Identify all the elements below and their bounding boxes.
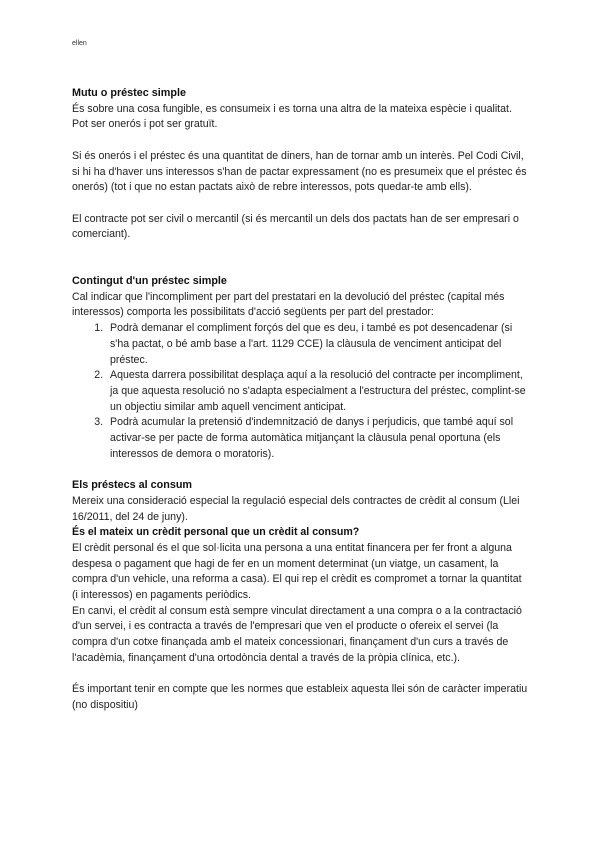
- paragraph: És sobre una cosa fungible, es consumeix i es torna una altra de la mateixa espècie i qualitat. Pot ser onerós i pot ser gratuït.: [72, 102, 512, 131]
- paragraph: En canvi, el crèdit al consum està sempre vinculat directament a una compra o a la contractació d'un servei, i es contracta a través de l'empresari que ven el producte o ofereix el servei (la compra d'un cotxe finançada amb el mateix concessionari, finançament d'un curs a través de l'acadèmia, finançament d'una ortodòncia dental a través de la pròpia clínica, etc.).: [72, 604, 522, 664]
- paragraph: Mereix una consideració especial la regulació especial dels contractes de crèdit al consum (Llei 16/2011, del 24 de juny).: [72, 494, 520, 523]
- document-body: [72, 86, 530, 714]
- section-title-contingut: Contingut d'un préstec simple: [72, 275, 227, 287]
- list-item: 3. Podrà acumular la pretensió d'indemnització de danys i perjudicis, que també aquí sol activar-se per pacte de forma automàtica mitjançant la clàusula penal oportuna (els interessos de demora o moratoris).: [106, 415, 530, 462]
- paragraph: El crèdit personal és el que sol·licita una persona a una entitat financera per fer front a alguna despesa o pagament que hagi de fer en un moment determinat (un viatge, un casament, la compra d'un vehicle, una reforma a casa). El qui rep el crèdit es compromet a tornar la quantitat (i interessos) en pagaments periòdics.: [72, 541, 522, 602]
- paragraph: El contracte pot ser civil o mercantil (si és mercantil un dels dos pactats han de ser empresari o comerciant).: [72, 212, 519, 241]
- section-title-mutu: Mutu o préstec simple: [72, 87, 186, 99]
- paragraph: És important tenir en compte que les normes que estableix aquesta llei són de caràcter imperatiu (no dispositiu): [72, 683, 528, 711]
- list-item: 2. Aquesta darrera possibilitat desplaça aquí a la resolució del contracte per incompliment, ja que aquesta resolució no s'adapta especialment a l'estructura del préstec, complint-se un objectiu similar amb aquell venciment anticipat.: [106, 368, 530, 415]
- numbered-list: [72, 321, 530, 462]
- paragraph: Cal indicar que l'incompliment per part del prestatari en la devolució del préstec (capital més interessos) comporta les possibilitats d'acció següents per part del prestador:: [72, 290, 505, 319]
- subheading-question: És el mateix un crèdit personal que un crèdit al consum?: [72, 526, 360, 539]
- paragraph: Si és onerós i el préstec és una quantitat de diners, han de tornar amb un interès. Pel Codi Civil, si hi ha d'haver uns interessos s'han de pactar expressament (no es presumeix que el préstec és onerós) (tot i que no estan pactats això de rebre interessos, pots quedar-te amb ells).: [72, 149, 527, 194]
- list-item: 1. Podrà demanar el compliment forçós del que es deu, i també es pot desencadenar (si s'ha pactat, o bé amb base a l'art. 1129 CCE) la clàusula de venciment anticipat del préstec.: [106, 321, 530, 368]
- page-header: ellen: [72, 40, 87, 47]
- section-title-consum: Els préstecs al consum: [72, 479, 193, 492]
